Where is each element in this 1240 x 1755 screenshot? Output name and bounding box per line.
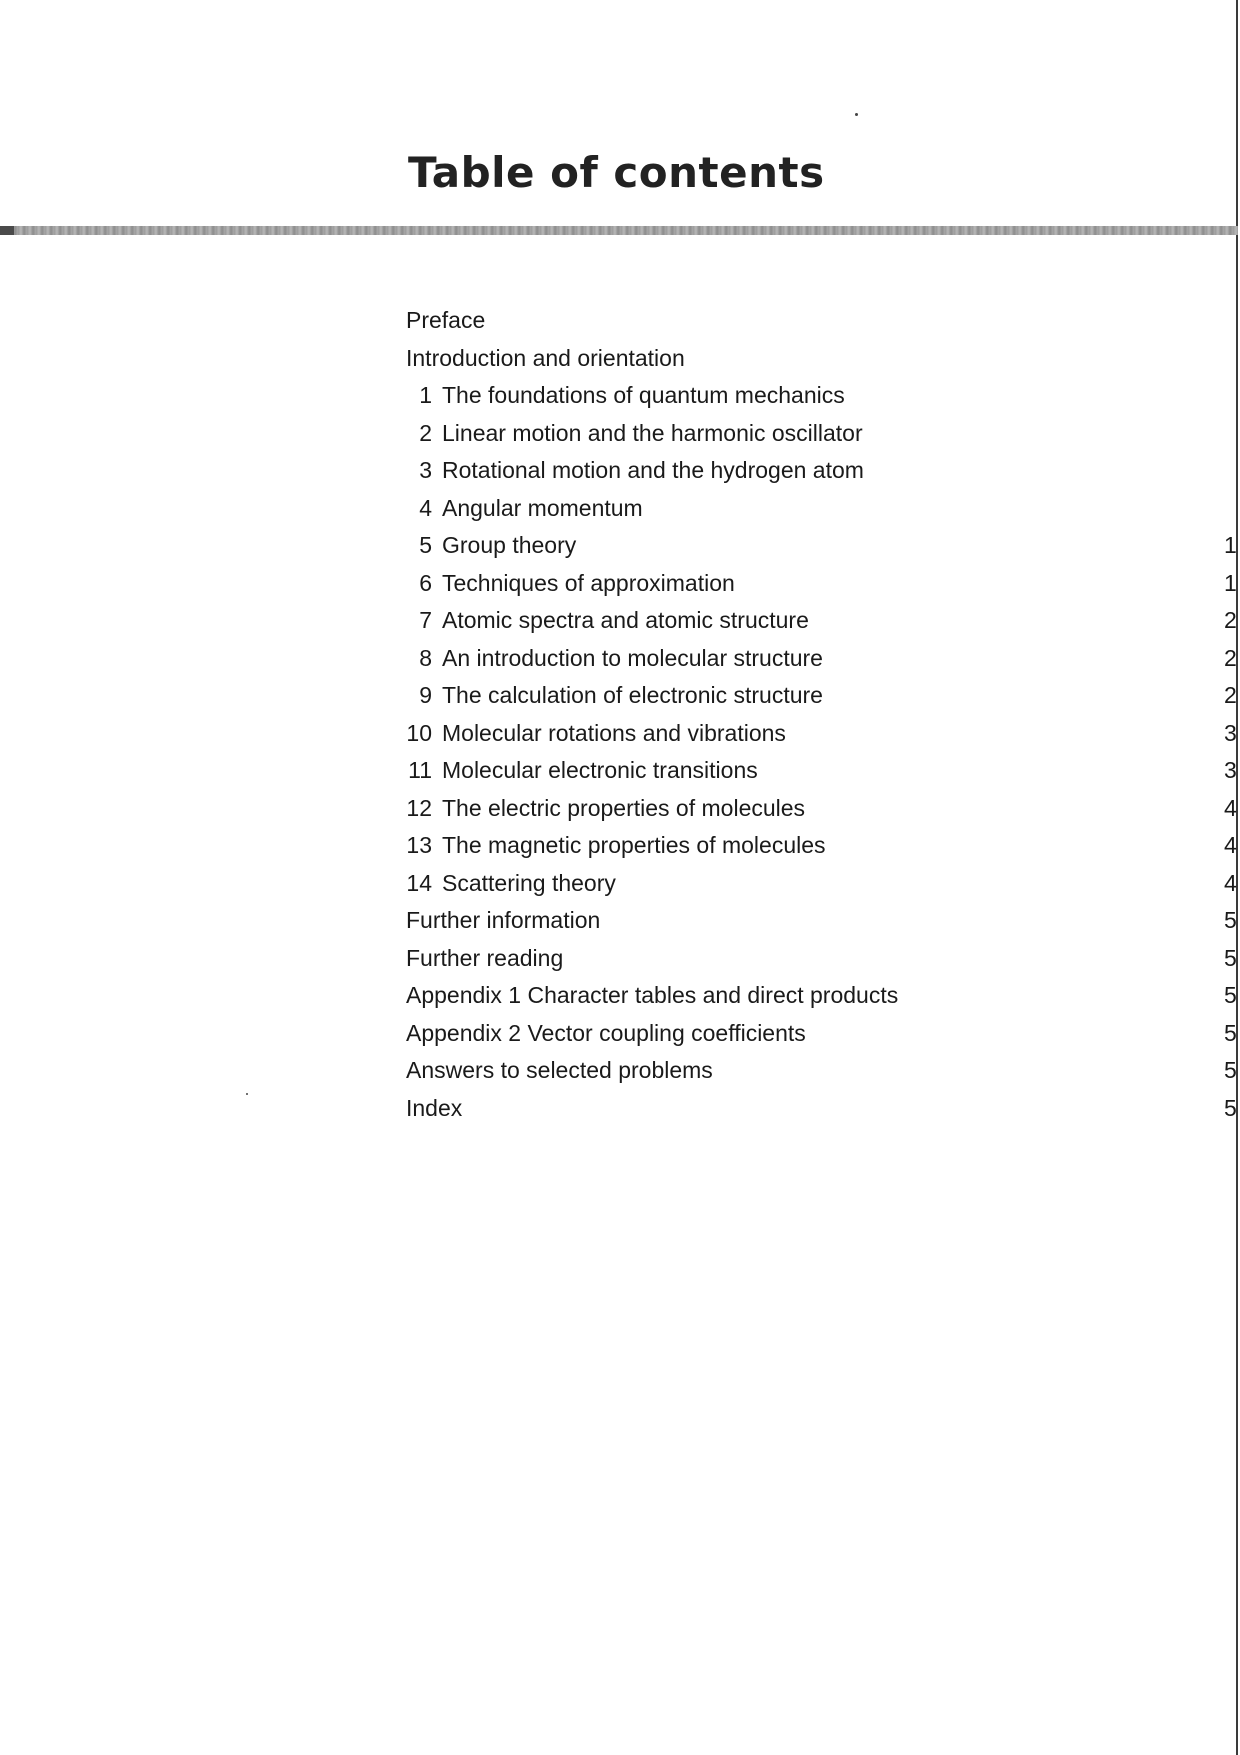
toc-entry-title: The magnetic properties of molecules — [442, 832, 826, 858]
toc-entry-page: 5 — [1224, 907, 1237, 933]
toc-entry-page: 5 — [1224, 944, 1237, 971]
toc-entry-title: The foundations of quantum mechanics — [442, 382, 845, 408]
toc-entry-chapter-11 — [398, 752, 1240, 790]
toc-entry-number: 2 — [419, 419, 432, 446]
toc-entry-page: 2 — [1224, 682, 1237, 708]
toc-entry-chapter-9 — [398, 677, 1240, 715]
toc-entry-page: 4 — [1224, 794, 1237, 821]
toc-entry-title: Techniques of approximation — [442, 569, 735, 596]
toc-entry-number: 13 — [406, 832, 432, 858]
toc-entry-number: 11 — [408, 757, 432, 783]
toc-entry-appendix-2 — [398, 1015, 1240, 1053]
toc-entry-chapter-13 — [398, 827, 1240, 865]
toc-entry-page: 5 — [1224, 1057, 1237, 1083]
toc-entry-number: 7 — [419, 607, 432, 633]
toc-entry-title: Further information — [406, 907, 601, 933]
toc-entry-title: Angular momentum — [442, 494, 643, 521]
toc-entry-number: 1 — [419, 382, 432, 408]
scan-speck — [246, 1093, 248, 1095]
toc-entry-number: 4 — [419, 494, 432, 521]
toc-entry-title: Rotational motion and the hydrogen atom — [442, 457, 864, 483]
toc-entry-page: 5 — [1224, 982, 1237, 1008]
toc-entry-number: 9 — [419, 682, 432, 708]
toc-entry-title: Introduction and orientation — [406, 344, 685, 371]
toc-entry-introduction — [398, 340, 1240, 378]
title-rule — [0, 226, 1238, 235]
toc-entry-number: 8 — [419, 644, 432, 671]
title-rule-dark-start — [0, 226, 14, 235]
toc-entry-title: Index — [406, 1094, 463, 1121]
toc-entry-title: Appendix 1 Character tables and direct products — [406, 982, 899, 1008]
toc-entry-index — [398, 1090, 1240, 1128]
page-title: Table of contents — [408, 148, 825, 197]
toc-entry-title: Molecular electronic transitions — [442, 757, 758, 783]
toc-entry-chapter-3 — [398, 452, 1240, 490]
toc-entry-chapter-2 — [398, 415, 1240, 453]
toc-entry-page: 1 — [1224, 532, 1237, 558]
toc-entry-title: Answers to selected problems — [406, 1057, 713, 1083]
toc-entry-chapter-5 — [398, 527, 1240, 565]
toc-entry-answers — [398, 1052, 1240, 1090]
toc-entry-further-information — [398, 902, 1240, 940]
toc-entry-page: 4 — [1224, 869, 1237, 896]
toc-entry-preface — [398, 302, 1240, 340]
toc-entry-page: 5 — [1224, 1019, 1237, 1046]
toc-entry-title: Appendix 2 Vector coupling coefficients — [406, 1019, 806, 1046]
toc-list — [398, 302, 1240, 1127]
toc-entry-title: Group theory — [442, 532, 577, 558]
toc-entry-page: 1 — [1224, 569, 1237, 596]
toc-entry-number: 12 — [406, 794, 432, 821]
toc-entry-title: Linear motion and the harmonic oscillator — [442, 419, 863, 446]
toc-entry-title: Molecular rotations and vibrations — [442, 719, 786, 746]
toc-entry-number: 6 — [419, 569, 432, 596]
toc-entry-title: The calculation of electronic structure — [442, 682, 823, 708]
toc-entry-title: Scattering theory — [442, 869, 616, 896]
toc-entry-chapter-8 — [398, 640, 1240, 678]
toc-entry-title: The electric properties of molecules — [442, 794, 806, 821]
toc-entry-chapter-12 — [398, 790, 1240, 828]
toc-entry-page: 3 — [1224, 757, 1237, 783]
toc-entry-page: 3 — [1224, 719, 1237, 746]
toc-entry-chapter-7 — [398, 602, 1240, 640]
toc-entry-page: 4 — [1224, 832, 1237, 858]
scan-speck — [855, 113, 858, 116]
toc-entry-title: Further reading — [406, 944, 564, 971]
toc-entry-title: An introduction to molecular structure — [442, 644, 823, 671]
toc-entry-number: 5 — [419, 532, 432, 558]
toc-entry-number: 14 — [406, 869, 432, 896]
toc-entry-further-reading — [398, 940, 1240, 978]
toc-entry-title: Atomic spectra and atomic structure — [442, 607, 809, 633]
toc-entry-number: 10 — [406, 719, 432, 746]
toc-entry-appendix-1 — [398, 977, 1240, 1015]
toc-entry-chapter-4 — [398, 490, 1240, 528]
toc-entry-chapter-1 — [398, 377, 1240, 415]
toc-entry-title: Preface — [406, 307, 486, 333]
toc-entry-page: 2 — [1224, 607, 1237, 633]
toc-entry-page: 2 — [1224, 644, 1237, 671]
toc-entry-chapter-14 — [398, 865, 1240, 903]
toc-entry-chapter-6 — [398, 565, 1240, 603]
toc-entry-number: 3 — [419, 457, 432, 483]
toc-entry-chapter-10 — [398, 715, 1240, 753]
toc-entry-page: 5 — [1224, 1094, 1237, 1121]
